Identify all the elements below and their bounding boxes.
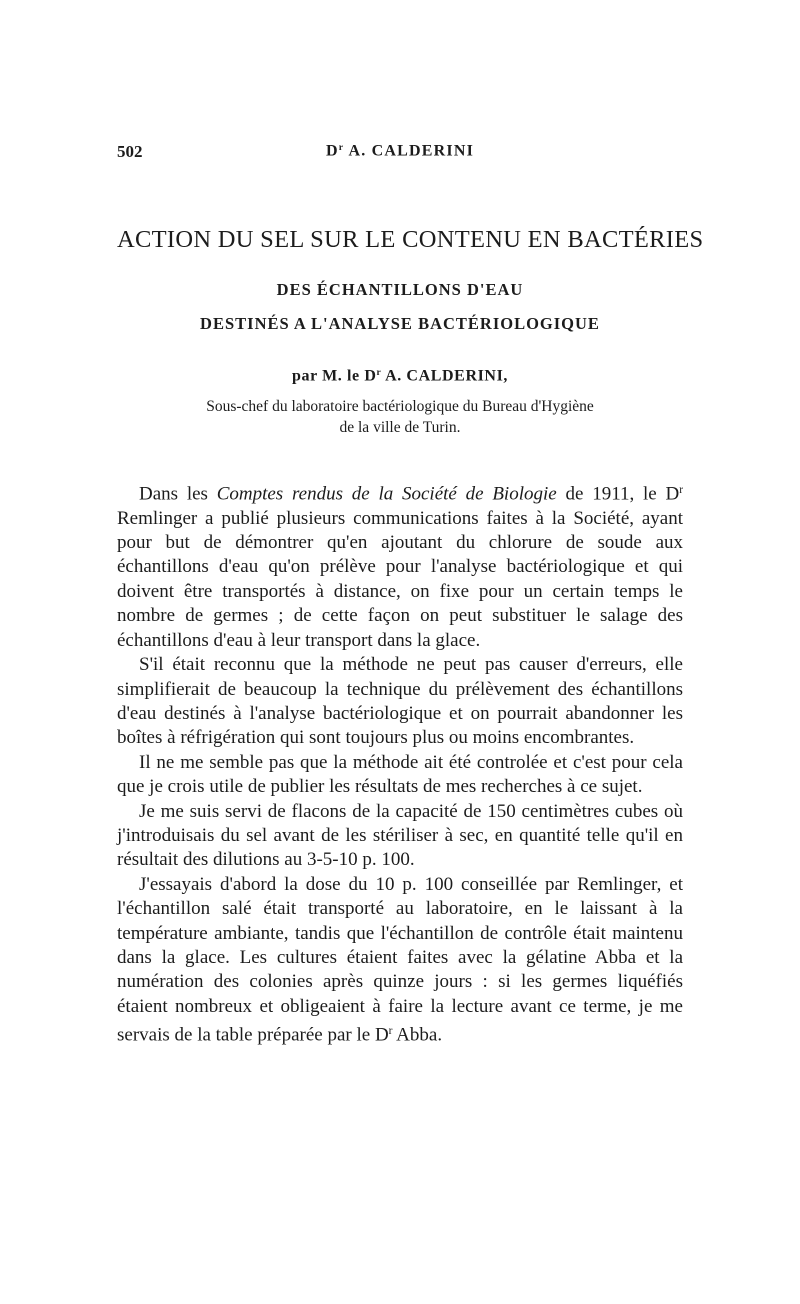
paragraph-1-text-a: Dans les <box>139 483 217 505</box>
author-affiliation <box>117 396 683 438</box>
paragraph-5-superscript: r <box>388 1025 393 1038</box>
paragraph-1-journal-title: Comptes rendus de la Société de Biologie <box>216 483 557 505</box>
paragraph-3: Il ne me semble pas que la méthode ait été controlée et c'est pour cela que je crois utile de publier les résultats de mes recherches à ce sujet. <box>117 751 683 798</box>
paragraph-1-superscript: r <box>679 484 683 496</box>
paragraph-5-text-b: Abba. <box>392 1024 443 1046</box>
paragraph-5-text-a: J'essayais d'abord la dose du 10 p. 100 conseillée par Remlinger, et l'échantillon salé était transporté au laboratoire, en le laissant à la température ambiante, tandis que l'échantillon de contrôle était maintenu dans la glace. Les cultures étaient faites avec la gélatine Abba et la numération des colonies après quinze jours : si les germes liquéfiés étaient nombreux et obligeaient à faire la lecture avant ce terme, je me servais de la table préparée par le D <box>117 873 683 1046</box>
paragraph-1 <box>117 478 683 653</box>
running-title-superscript: r <box>338 142 345 153</box>
article-title: ACTION DU SEL SUR LE CONTENU EN BACTÉRIES <box>117 226 704 253</box>
paragraph-2: S'il était reconnu que la méthode ne peut pas causer d'erreurs, elle simplifierait de beaucoup la technique du prélèvement des échantillons d'eau destinés à l'analyse bactériologique et on pourrait abandonner les boîtes à réfrigération qui sont toujours plus ou moins encombrantes. <box>117 654 683 749</box>
paragraph-4: Je me suis servi de flacons de la capacité de 150 centimètres cubes où j'introduisais du sel avant de les stériliser à sec, en quantité telle qu'il en résultait des dilutions au 3-5-10 p. 100. <box>117 800 683 871</box>
article-subtitle-line-2: DESTINÉS A L'ANALYSE BACTÉRIOLOGIQUE <box>200 314 600 333</box>
paragraph-1-text-c: Remlinger a publié plusieurs communications faites à la Société, ayant pour but de démontrer qu'en ajoutant du chlorure de soude aux échantillons d'eau qu'on prélève pour l'analyse bactériologique et qui doivent être transportés à distance, on fixe pour un certain temps le nombre de germes ; de cette façon on peut substituer le salage des échantillons d'eau à leur transport dans la glace. <box>117 507 683 651</box>
author-superscript: r <box>376 367 382 378</box>
article-subtitle-line-1: DES ÉCHANTILLONS D'EAU <box>276 280 524 299</box>
affiliation-line-2: de la ville de Turin. <box>339 419 461 436</box>
author-prefix: par M. le D <box>291 367 377 385</box>
running-head <box>117 142 683 170</box>
paragraph-5 <box>117 873 683 1048</box>
author-byline <box>117 367 683 385</box>
article-body <box>117 478 683 1048</box>
running-title <box>117 142 683 160</box>
running-title-name: A. CALDERINI <box>344 142 475 160</box>
affiliation-line-1: Sous-chef du laboratoire bactériologique du Bureau d'Hygiène <box>206 398 594 415</box>
page-number: 502 <box>117 142 143 161</box>
paragraph-1-text-b: de 1911, le D <box>556 483 680 505</box>
running-title-prefix: D <box>325 142 339 160</box>
author-name: A. CALDERINI, <box>381 367 509 385</box>
